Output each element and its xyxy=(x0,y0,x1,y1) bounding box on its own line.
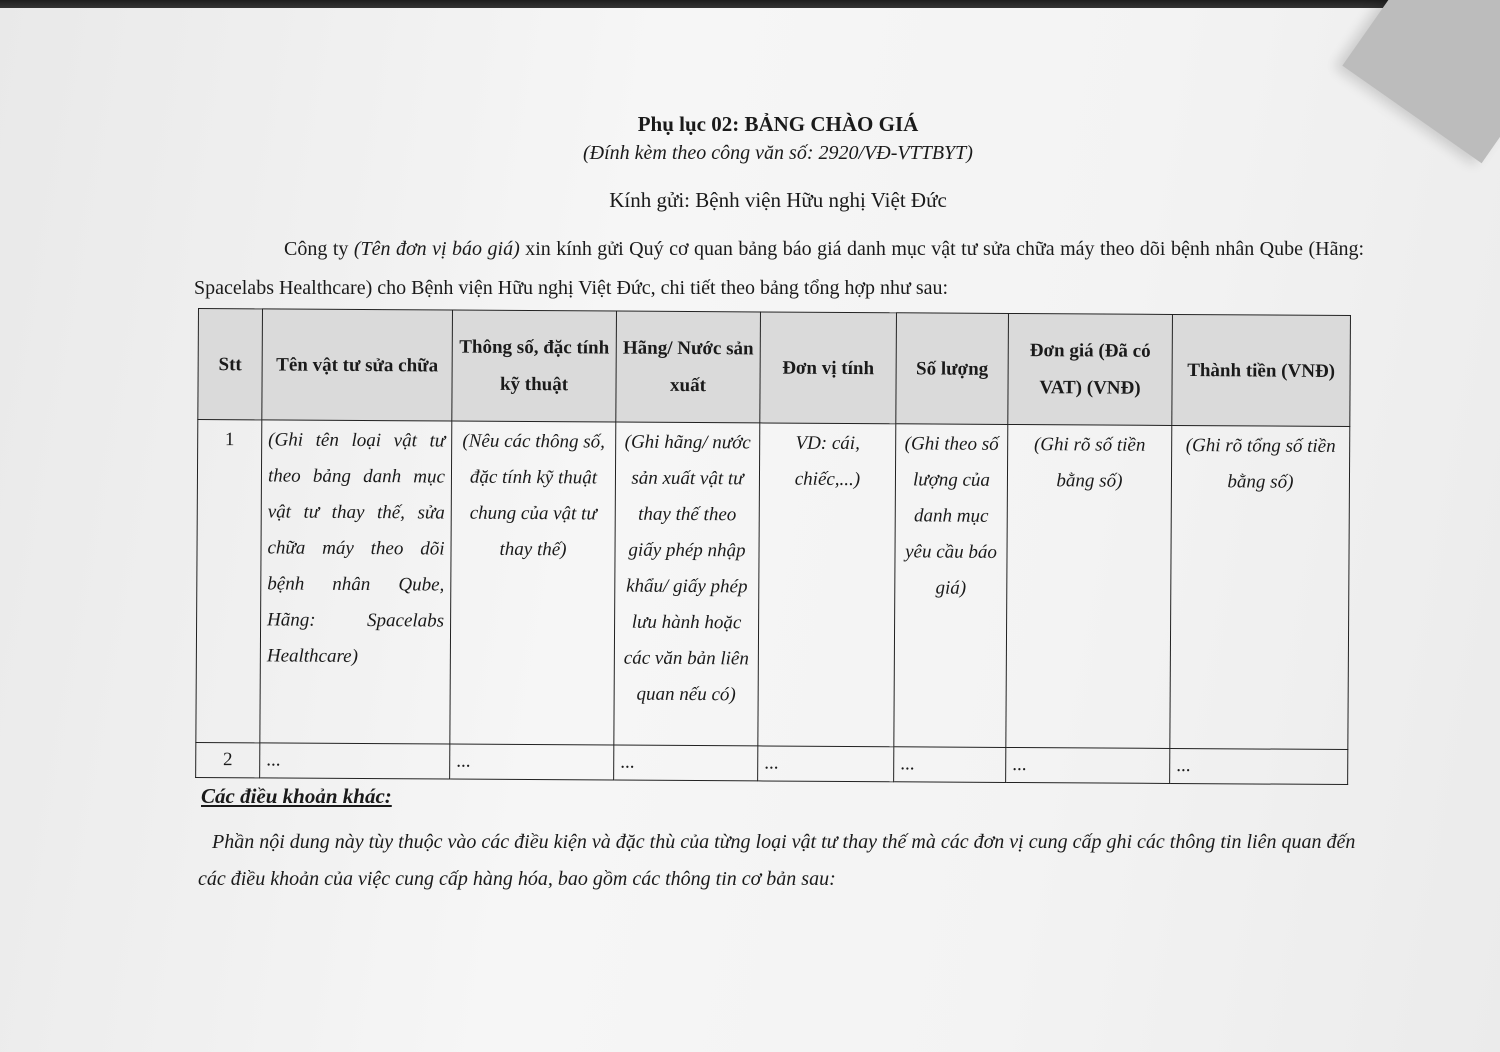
cell-item-name: (Ghi tên loại vật tư theo bảng danh mục vật tư thay thế, sửa chữa máy theo dõi bệnh nhân Qube, Hãng: Spacelabs Healthcare) xyxy=(260,420,452,744)
cell-total: (Ghi rõ tổng số tiền bằng số) xyxy=(1170,425,1350,749)
cell-brand-origin: (Ghi hãng/ nước sản xuất vật tư thay thế theo giấy phép nhập khẩu/ giấy phép lưu hành hoặc các văn bản liên quan nếu có) xyxy=(614,422,760,746)
terms-heading: Các điều khoản khác: xyxy=(201,784,392,808)
page-corner-fold xyxy=(1342,0,1500,163)
cell-unit-price: ... xyxy=(1006,747,1170,783)
header-total: Thành tiền (VNĐ) xyxy=(1172,314,1351,426)
header-stt: Stt xyxy=(198,309,263,420)
cell-unit-price: (Ghi rõ số tiền bằng số) xyxy=(1006,424,1172,748)
intro-company-placeholder: (Tên đơn vị báo giá) xyxy=(353,238,520,260)
cell-quantity: ... xyxy=(894,747,1006,783)
cell-stt: 1 xyxy=(196,420,262,743)
header-item-name: Tên vật tư sửa chữa xyxy=(262,309,453,421)
cell-unit: VD: cái, chiếc,...) xyxy=(758,423,896,747)
intro-prefix: Công ty xyxy=(284,238,354,260)
cell-quantity: (Ghi theo số lượng của danh mục yêu cầu báo giá) xyxy=(894,424,1008,748)
header-quantity: Số lượng xyxy=(896,313,1009,425)
table-row xyxy=(196,420,1350,750)
cell-specifications: ... xyxy=(450,744,614,780)
intro-paragraph xyxy=(194,230,1364,308)
terms-paragraph: Phần nội dung này tùy thuộc vào các điều kiện và đặc thù của từng loại vật tư thay thế mà các đơn vị cung cấp ghi các thông tin liên quan đến các điều khoản của việc cung cấp hàng hóa, bao gồm các thông tin cơ bản sau: xyxy=(198,831,1356,890)
cell-unit: ... xyxy=(758,746,894,782)
table-row xyxy=(196,742,1348,784)
header-unit: Đơn vị tính xyxy=(760,312,897,424)
document-title: Phụ lục 02: BẢNG CHÀO GIÁ xyxy=(637,112,919,136)
cell-item-name: ... xyxy=(260,743,450,779)
header-unit-price: Đơn giá (Đã có VAT) (VNĐ) xyxy=(1008,313,1173,425)
cell-stt: 2 xyxy=(196,742,260,777)
header-brand-origin: Hãng/ Nước sản xuất xyxy=(616,311,761,423)
quotation-table xyxy=(195,308,1351,785)
cell-total: ... xyxy=(1170,748,1348,784)
recipient-line: Kính gửi: Bệnh viện Hữu nghị Việt Đức xyxy=(609,188,947,212)
document-page xyxy=(0,8,1500,1052)
cell-brand-origin: ... xyxy=(614,745,758,781)
document-subtitle: (Đính kèm theo công văn số: 2920/VĐ-VTTBYT) xyxy=(583,142,973,164)
intro-rest: xin kính gửi Quý cơ quan bảng báo giá danh mục vật tư sửa chữa máy theo dõi bệnh nhân Qube (Hãng: Spacelabs Healthcare) cho Bệnh viện Hữu nghị Việt Đức, chi tiết theo bảng tổng hợp như sau: xyxy=(194,238,1365,299)
table-header-row xyxy=(198,309,1351,427)
header-specifications: Thông số, đặc tính kỹ thuật xyxy=(452,310,617,422)
cell-specifications: (Nêu các thông số, đặc tính kỹ thuật chung của vật tư thay thế) xyxy=(450,421,616,745)
